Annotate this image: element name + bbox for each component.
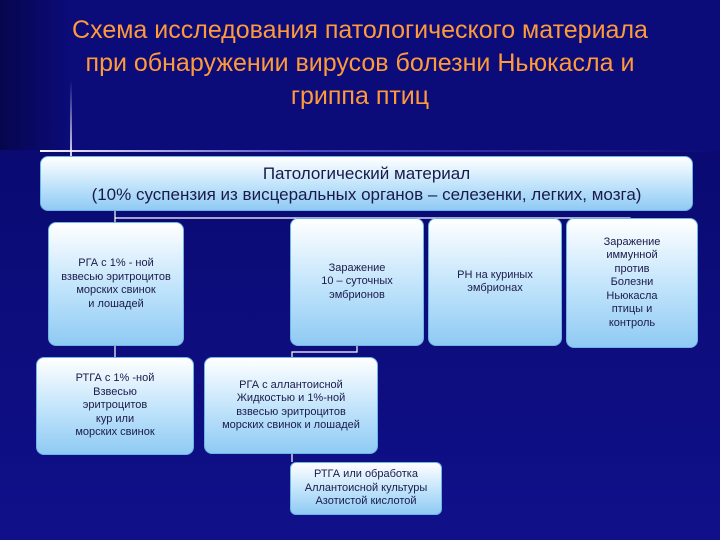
rtga-culture-treatment-box [290,462,442,515]
rtga-culture-line: РТГА или обработка [314,468,418,481]
immune-birds-line: Ньюкасла [606,289,658,302]
rtga-pig-line: РТГА с 1% -ной [75,372,155,385]
root-line-2: (10% суспензия из висцеральных органов – селезенки, легких, мозга) [91,184,642,204]
connector-infection-rga-allantoic [292,346,357,357]
rtga-pig-line: морских свинок [75,426,155,439]
immune-birds-line: контроль [608,316,656,329]
immune-birds-line: птицы и [611,303,653,316]
rga-allantoic-line: РГА с аллантоисной [239,378,343,391]
rga-horse-line: взвесью эритроцитов [61,270,171,283]
rga-allantoic-line: морских свинок и лошадей [222,419,360,431]
rga-horse-line: и лошадей [88,297,144,310]
rtga-erythrocytes-box [36,357,194,455]
rtga-culture-line: Аллантоисной культуры [304,481,428,494]
rga-allantoic-line: взвесью эритроцитов [236,405,346,418]
rn-chicken-line: РН на куриных [457,268,533,281]
immune-birds-line: Заражение [603,235,661,248]
root-line-1: Патологический материал [262,163,471,183]
rga-allantoic-fluid-box [204,357,378,454]
rn-chicken-embryos-box [428,218,562,346]
rn-chicken-line: эмбрионах [467,282,523,294]
rtga-pig-line: эритроцитов [82,399,148,412]
rga-horse-line: морских свинок [76,284,156,296]
immune-birds-line: иммунной [606,249,658,262]
rga-horse-line: РГА с 1% - ной [78,257,154,269]
rtga-pig-line: кур или [95,412,135,425]
embryo-infection-box [290,218,424,346]
title-line-1: Схема исследования патологического материала [72,16,648,44]
embryo-infection-line: Заражение [328,261,386,274]
pathological-material-box [40,156,693,211]
immune-birds-infection-box [566,218,698,348]
rga-allantoic-line: Жидкостью и 1%-ной [236,392,346,404]
rga-horse-erythrocytes-box [48,222,184,346]
embryo-infection-line: эмбрионов [329,288,385,301]
title-line-2: при обнаружении вирусов болезни Ньюкасла и [85,49,635,77]
rtga-pig-line: Взвесью [93,385,137,398]
title-line-3: гриппа птиц [290,82,430,110]
immune-birds-line: против [614,262,650,275]
embryo-infection-line: 10 – суточных [321,275,393,288]
rtga-culture-line: Азотистой кислотой [315,495,417,508]
immune-birds-line: Болезни [610,276,654,289]
